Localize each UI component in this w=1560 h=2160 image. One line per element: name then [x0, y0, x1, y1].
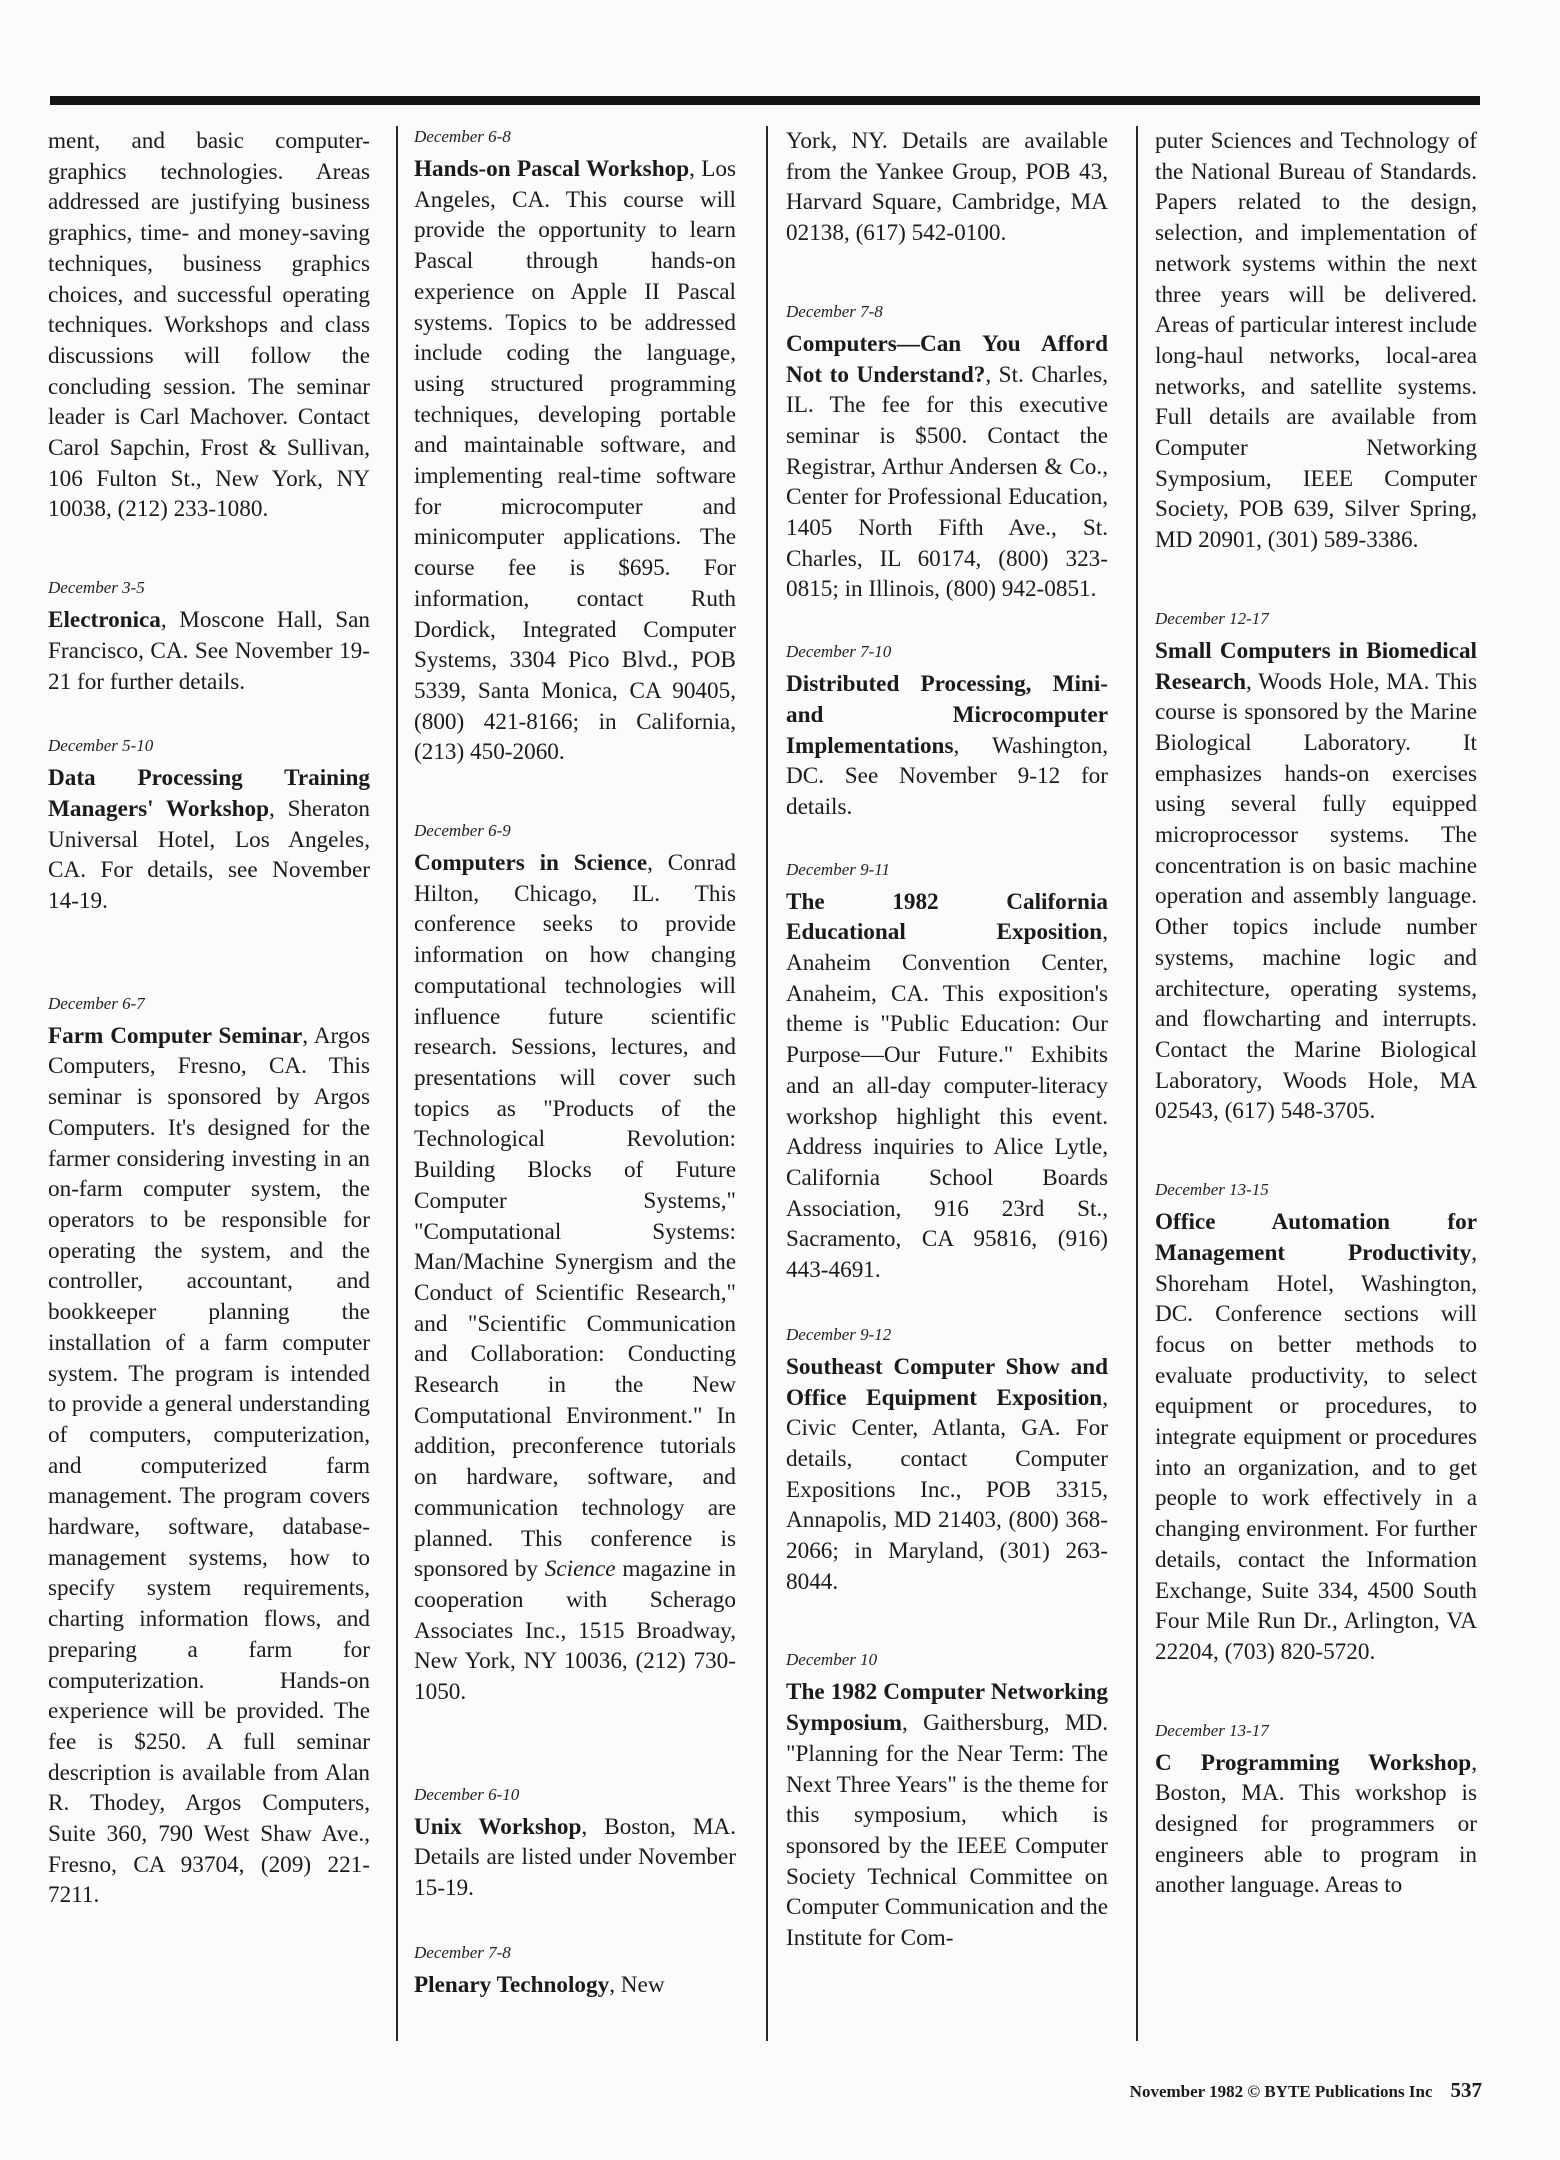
event-date: December 12-17	[1155, 608, 1269, 628]
event-entry	[1155, 608, 1477, 1127]
event-description	[1155, 1748, 1477, 1902]
event-entry	[1155, 1720, 1477, 1902]
event-description	[414, 1812, 736, 1904]
column-4	[1155, 126, 1477, 1901]
event-description	[786, 1352, 1108, 1598]
event-entry	[48, 577, 370, 697]
event-description	[1155, 636, 1477, 1127]
column-1	[48, 126, 370, 1911]
event-body: , Sheraton Universal Hotel, Los Angeles, CA. For details, see November 14-19.	[48, 795, 370, 915]
event-body: , New	[609, 1971, 665, 1998]
event-title: The 1982 California Educational Exposition	[786, 888, 1108, 946]
event-body: , Boston, MA. This workshop is designed for programmers or engineers able to program in another language. Areas to	[1155, 1749, 1477, 1899]
event-title: Computers in Science	[414, 850, 648, 877]
event-body: , Gaithersburg, MD. "Planning for the Near Term: The Next Three Years" is the theme for this symposium, which is sponsored by the IEEE Computer Society Technical Committee on Computer Communication and the Institute for Com-	[786, 1710, 1108, 1952]
event-date: December 3-5	[48, 578, 145, 598]
event-description	[1155, 1207, 1477, 1668]
event-body: , Shoreham Hotel, Washington, DC. Conference sections will focus on better methods to evaluate productivity, to select equipment or procedures, to integrate equipment or procedures into an organization, and to get people to work effectively in a changing environment. For further details, contact the Information Exchange, Suite 334, 4500 South Four Mile Run Dr., Arlington, VA 22204, (703) 820-5720.	[1155, 1239, 1477, 1665]
event-title: Data Processing Training Managers' Workshop	[48, 765, 370, 822]
event-date: December 13-17	[1155, 1720, 1269, 1740]
event-entry	[786, 301, 1108, 605]
continued-text: puter Sciences and Technology of the National Bureau of Standards. Papers related to the design, selection, and implementation of network systems within the next three years will be delivered. Areas of particular interest include long-haul networks, local-area networks, and satellite systems. Full details are available from Computer Networking Symposium, IEEE Computer Society, POB 639, Silver Spring, MD 20901, (301) 589-3386.	[1155, 128, 1477, 554]
event-body: magazine in cooperation with Scherago Associates Inc., 1515 Broadway, New York, NY 10036, (212) 730-1050.	[414, 1556, 737, 1706]
event-date: December 7-8	[786, 301, 883, 321]
event-body: , St. Charles, IL. The fee for this executive seminar is $500. Contact the Registrar, Arthur Andersen & Co., Center for Professional Education, 1405 North Fifth Ave., St. Charles, IL 60174, (800) 323-0815; in Illinois, (800) 942-0851.	[786, 361, 1108, 603]
event-entry	[1155, 1179, 1477, 1668]
event-title: Unix Workshop	[414, 1813, 582, 1840]
event-description	[414, 1970, 736, 2001]
event-date: December 9-11	[786, 859, 891, 879]
event-description	[786, 329, 1108, 605]
event-title: Plenary Technology	[414, 1971, 610, 1998]
event-body: , Anaheim Convention Center, Anaheim, CA. This exposition's theme is "Public Education: Our Purpose—Our Future." Exhibits and an all-day computer-literacy workshop highlight this event. Address inquiries to Alice Lytle, California School Boards Association, 916 23rd St., Sacramento, CA 95816, (916) 443-4691.	[786, 919, 1108, 1284]
event-entry	[786, 641, 1108, 823]
event-description	[786, 887, 1108, 1286]
event-date: December 6-10	[414, 1784, 520, 1804]
page-number: 537	[1450, 2078, 1482, 2102]
event-entry	[786, 1649, 1108, 1953]
event-date: December 7-8	[414, 1942, 511, 1962]
event-date: December 6-8	[414, 127, 511, 146]
event-body: , Civic Center, Atlanta, GA. For details, contact Computer Expositions Inc., POB 3315, Annapolis, MD 21403, (800) 368-2066; in Maryland, (301) 263-8044.	[786, 1384, 1108, 1595]
event-date: December 6-7	[48, 993, 145, 1013]
event-date: December 10	[786, 1650, 878, 1670]
page-footer	[1130, 2078, 1482, 2103]
top-rule	[50, 96, 1480, 105]
column-3	[786, 126, 1108, 1954]
event-entry	[48, 735, 370, 917]
event-body: , Los Angeles, CA. This course will provide the opportunity to learn Pascal through hands-on experience on Apple II Pascal systems. Topics to be addressed include coding the language, using structured programming techniques, developing portable and maintainable software, and implementing real-time software for microcomputer and minicomputer applications. The course fee is $695. For information, contact Ruth Dordick, Integrated Computer Systems, 3304 Pico Blvd., POB 5339, Santa Monica, CA 90405, (800) 421-8166; in California, (213) 450-2060.	[414, 156, 736, 766]
event-title: C Programming Workshop	[1155, 1749, 1472, 1776]
issue-credit: November 1982 © BYTE Publications Inc	[1129, 2082, 1433, 2101]
event-description	[414, 848, 736, 1708]
event-date: December 5-10	[48, 736, 154, 756]
event-description	[414, 154, 736, 768]
event-entry	[414, 820, 736, 1708]
continued-text: York, NY. Details are available from the Yankee Group, POB 43, Harvard Square, Cambridge, MA 02138, (617) 542-0100.	[786, 128, 1108, 247]
event-title: Hands-on Pascal Workshop	[414, 156, 690, 182]
event-body: , Washington, DC. See November 9-12 for details.	[786, 732, 1108, 820]
event-date: December 13-15	[1155, 1180, 1269, 1200]
event-description	[48, 763, 370, 917]
event-title: Farm Computer Seminar	[48, 1022, 303, 1049]
event-date: December 7-10	[786, 642, 892, 662]
column-rule	[396, 126, 398, 2041]
event-body: , Conrad Hilton, Chicago, IL. This conference seeks to provide information on how changing computational technologies will influence future scientific research. Sessions, lectures, and presentations will cover such topics as "Products of the Technological Revolution: Building Blocks of Future Computer Systems," "Computational Systems: Man/Machine Synergism and the Conduct of Scientific Research," and "Scientific Communication and Collaboration: Conducting Research in the New Computational Environment." In addition, preconference tutorials on hardware, software, and communication technology are planned. This conference is sponsored by	[414, 850, 737, 1583]
continued-text: ment, and basic computer-graphics technologies. Areas addressed are justifying business graphics, time- and money-saving techniques, business graphics choices, and successful operating techniques. Workshops and class discussions will follow the concluding session. The seminar leader is Carl Machover. Contact Carol Sapchin, Frost & Sullivan, 106 Fulton St., New York, NY 10038, (212) 233-1080.	[48, 128, 370, 523]
event-description	[786, 669, 1108, 823]
event-date: December 9-12	[786, 1324, 892, 1344]
event-title: Computers—Can You Afford Not to Understand?	[786, 330, 1108, 388]
event-entry	[48, 993, 370, 1911]
event-description	[48, 605, 370, 697]
event-body: , Boston, MA. Details are listed under November 15-19.	[414, 1813, 737, 1902]
column-rule	[1136, 126, 1138, 2041]
event-title: Distributed Processing, Mini- and Microcomputer Implementations	[786, 671, 1108, 759]
event-title: Electronica	[48, 607, 161, 634]
event-entry	[786, 859, 1108, 1286]
event-entry	[414, 1784, 736, 1904]
column-rule	[766, 126, 768, 2041]
event-title: Southeast Computer Show and Office Equipment Exposition	[786, 1353, 1108, 1411]
event-title: Office Automation for Management Productivity	[1155, 1209, 1477, 1266]
event-date: December 6-9	[414, 821, 511, 841]
event-description	[786, 1677, 1108, 1953]
event-body: , Argos Computers, Fresno, CA. This seminar is sponsored by Argos Computers. It's designed for the farmer considering investing in an on-farm computer system, the operators to be responsible for operating the system, and the controller, accountant, and bookkeeper planning the installation of a farm computer system. The program is intended to provide a general understanding of computers, computerization, and computerized farm management. The program covers hardware, software, database-management systems, how to specify system requirements, charting information flows, and preparing a farm for computerization. Hands-on experience will be provided. The fee is $250. A full seminar description is available from Alan R. Thodey, Argos Computers, Suite 360, 790 West Shaw Ave., Fresno, CA 93704, (209) 221-7211.	[48, 1022, 370, 1909]
event-body: , Woods Hole, MA. This course is sponsored by the Marine Biological Laboratory. It emphasizes hands-on exercises using several fully equipped microprocessor systems. The concentration is on basic machine operation and assembly language. Other topics include number systems, machine logic and architecture, operating systems, and flowcharting and interrupts. Contact the Marine Biological Laboratory, Woods Hole, MA 02543, (617) 548-3705.	[1155, 668, 1477, 1125]
event-entry	[414, 1942, 736, 2001]
event-entry	[414, 126, 736, 768]
event-body: , Moscone Hall, San Francisco, CA. See November 19-21 for further details.	[48, 607, 370, 695]
event-entry	[786, 1324, 1108, 1598]
magazine-name: Science	[544, 1556, 616, 1583]
column-2	[414, 126, 736, 2001]
event-title: The 1982 Computer Networking Symposium	[786, 1679, 1108, 1737]
event-description	[48, 1021, 370, 1911]
event-title: Small Computers in Biomedical Research	[1155, 637, 1477, 695]
